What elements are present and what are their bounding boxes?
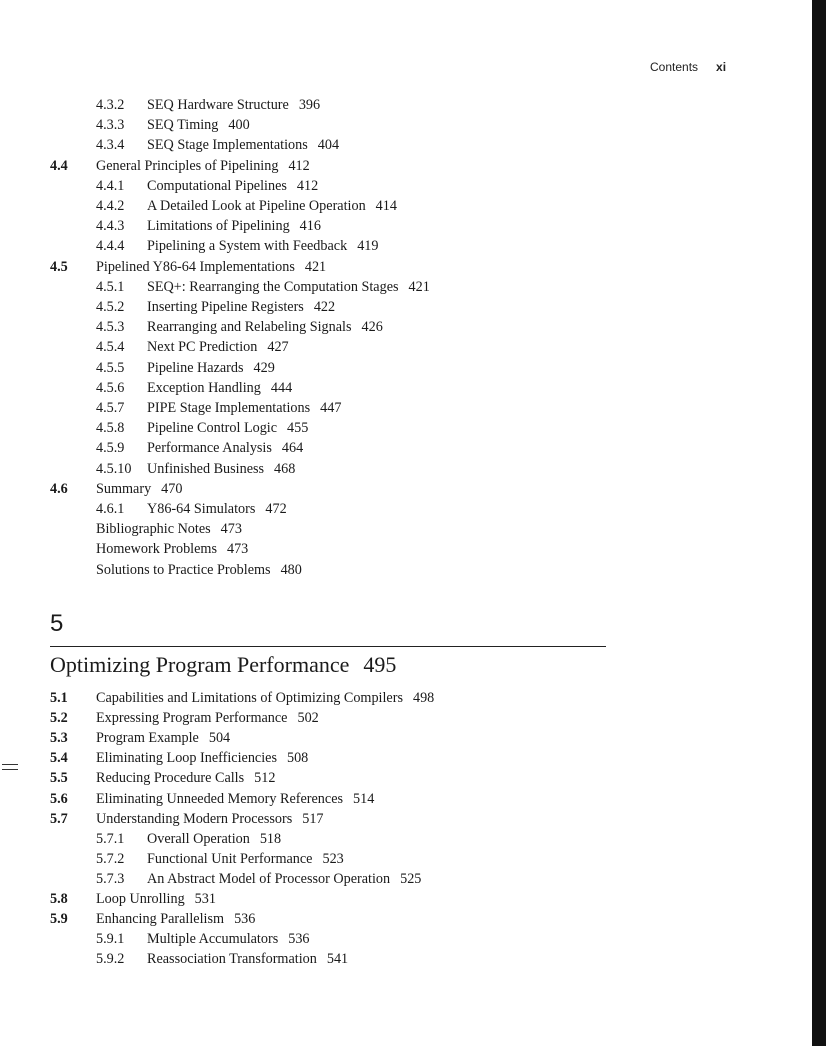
toc-entry-title-text: Pipelining a System with Feedback [147,238,348,255]
toc-entry-page: 512 [254,770,276,787]
toc-entry-title-text: Summary [96,480,152,497]
toc-entry-number: 4.6 [50,480,68,497]
toc-entry-page: 531 [194,891,216,907]
toc-entry-number: 4.5.2 [96,299,125,315]
toc-entry-title-text: Exception Handling [147,379,261,396]
toc-entry-page: 514 [353,790,375,807]
toc-entry-number: 5.9.2 [96,951,125,968]
toc-entry-title-text: Reducing Procedure Calls [96,770,245,787]
toc-entry-title-text: PIPE Stage Implementations [147,400,311,416]
toc-entry-page: 541 [326,951,349,968]
toc-entry-page: 447 [320,400,342,416]
toc-entry-title [147,930,310,948]
toc-entry-title-text: Y86-64 Simulators [147,501,256,517]
toc-entry-number: 4.3.4 [96,137,125,154]
toc-entry-title [96,258,326,276]
running-header [650,60,726,74]
margin-mark [2,764,18,770]
toc-entry-title [96,749,308,767]
toc-entry-title-text: Pipeline Hazards [147,359,244,376]
toc-entry-title [96,561,302,579]
toc-entry-title [96,540,248,558]
toc-entry-title [147,116,250,134]
toc-entry-page: 419 [357,238,379,255]
toc-entry-title-text: Capabilities and Limitations of Optimizing Compilers [96,690,403,706]
toc-entry-title-text: General Principles of Pipelining [96,157,279,174]
toc-entry-title [96,689,434,707]
toc-entry-number: 5.2 [50,710,68,727]
toc-entry-number: 4.5.7 [96,400,125,416]
toc-entry-title [147,278,430,296]
toc-entry-number: 5.7.2 [96,850,125,867]
toc-entry-number: 5.7.1 [96,830,125,847]
toc-entry-page: 396 [298,97,321,113]
toc-entry-page: 416 [299,218,321,235]
toc-entry-title [147,96,320,114]
toc-entry-title [147,177,318,195]
toc-entry-title [147,830,281,848]
toc-entry-page: 508 [286,750,309,767]
toc-entry-number: 5.4 [50,750,68,767]
toc-entry-page: 455 [287,420,309,437]
toc-entry-title [96,729,230,747]
toc-entry-page: 412 [288,157,310,174]
toc-entry-number: 5.9 [50,911,68,928]
toc-entry-page: 472 [265,501,287,517]
toc-entry-number: 5.7.3 [96,870,125,887]
toc-entry-number: 5.8 [50,891,68,907]
chapter-heading[interactable] [50,651,396,679]
toc-entry-page: 536 [288,931,310,948]
toc-entry-title-text: Program Example [96,730,199,747]
toc-entry-page: 421 [408,278,430,295]
toc-entry-page: 464 [281,440,304,457]
toc-entry-title [147,237,378,255]
toc-entry-title-text: Multiple Accumulators [147,931,279,948]
scan-edge-bar [812,0,826,1046]
toc-entry-title-text: Unfinished Business [147,460,265,477]
toc-entry-title-text: SEQ Hardware Structure [147,97,289,113]
toc-entry-page: 480 [280,561,302,578]
toc-entry-title [96,790,374,808]
toc-entry-number: 5.7 [50,810,68,827]
toc-entry-number: 4.5.9 [96,440,125,457]
toc-entry-title-text: Computational Pipelines [147,177,287,194]
toc-entry-number: 4.5.4 [96,339,125,356]
toc-entry-title [96,910,255,928]
toc-entry-number: 5.3 [50,730,68,747]
toc-entry-number: 4.5.8 [96,420,125,437]
toc-entry-title-text: SEQ Stage Implementations [147,137,308,154]
toc-entry-page: 444 [270,379,293,396]
toc-entry-page: 468 [274,460,296,477]
toc-entry-title [96,890,216,908]
toc-entry-page: 498 [412,690,435,706]
toc-entry-title-text: SEQ Timing [147,117,219,134]
toc-entry-title-text: Solutions to Practice Problems [96,561,271,578]
toc-entry-number: 4.6.1 [96,501,125,517]
toc-entry-title-text: Bibliographic Notes [96,521,211,538]
toc-entry-title [147,950,348,968]
toc-entry-number: 4.5.10 [96,460,132,477]
toc-entry-page: 502 [297,710,319,727]
header-page-number: xi [716,60,727,74]
toc-entry-number: 4.3.2 [96,97,125,113]
toc-entry-title [147,460,295,478]
toc-entry-title-text: Overall Operation [147,830,250,847]
toc-entry-title [96,480,182,498]
toc-entry-page: 412 [296,177,319,194]
toc-entry-title-text: Eliminating Loop Inefficiencies [96,750,277,767]
toc-entry-title [147,318,383,336]
toc-entry-number: 5.6 [50,790,68,807]
toc-entry-page: 429 [253,359,275,376]
toc-entry-title [147,419,308,437]
toc-entry-title-text: Expressing Program Performance [96,710,288,727]
toc-entry-title-text: Reassociation Transformation [147,951,317,968]
toc-entry-number: 4.5 [50,258,68,275]
toc-entry-title [96,709,319,727]
toc-entry-page: 525 [400,870,422,887]
toc-entry-title [147,136,339,154]
toc-entry-page: 427 [267,339,289,356]
toc-entry-title-text: Eliminating Unneeded Memory References [96,790,344,807]
toc-entry-number: 4.3.3 [96,117,125,134]
toc-entry-title [96,157,310,175]
toc-entry-page: 504 [208,730,231,747]
toc-entry-page: 473 [226,541,249,558]
toc-entry-title-text: Homework Problems [96,541,217,558]
toc-entry-number: 4.5.1 [96,278,125,295]
toc-entry-number: 5.5 [50,770,68,787]
toc-entry-title [147,870,421,888]
toc-entry-title [96,810,324,828]
toc-entry-title-text: Performance Analysis [147,440,272,457]
toc-entry-title [147,217,321,235]
chapter-page: 495 [363,652,397,677]
toc-entry-title [147,439,303,457]
toc-entry-title [147,850,344,868]
toc-entry-title [147,399,341,417]
toc-entry-title-text: Loop Unrolling [96,891,185,907]
toc-entry-title-text: A Detailed Look at Pipeline Operation [147,198,366,214]
toc-entry-title-text: Rearranging and Relabeling Signals [147,319,352,336]
toc-entry-title [147,197,397,215]
toc-entry-page: 421 [304,258,327,275]
toc-entry-title-text: SEQ+: Rearranging the Computation Stages [147,278,399,295]
toc-entry-title-text: Enhancing Parallelism [96,911,225,928]
toc-entry-number: 4.5.6 [96,379,125,396]
toc-entry-page: 470 [161,480,183,497]
toc-entry-title-text: Pipeline Control Logic [147,420,278,437]
toc-entry-page: 422 [313,299,336,315]
toc-entry-number: 5.1 [50,690,68,706]
toc-entry-title [96,769,275,787]
toc-entry-title-text: Limitations of Pipelining [147,218,290,235]
toc-entry-page: 426 [361,319,383,336]
toc-entry-title [147,359,275,377]
toc-entry-page: 523 [322,850,344,867]
chapter-number: 5 [50,610,64,637]
chapter-title: Optimizing Program Performance [50,652,350,677]
toc-entry-title [147,338,289,356]
toc-entry-title [96,520,242,538]
toc-entry-number: 4.4.4 [96,238,125,255]
toc-entry-page: 517 [302,810,324,827]
toc-entry-title-text: An Abstract Model of Processor Operation [147,870,391,887]
toc-entry-number: 4.4.2 [96,198,125,214]
toc-entry-title-text: Pipelined Y86-64 Implementations [96,258,295,275]
toc-entry-page: 473 [220,521,242,538]
chapter-rule [50,646,606,647]
toc-entry-number: 5.9.1 [96,931,125,948]
toc-entry-title [147,500,287,518]
toc-entry-title [147,379,292,397]
toc-entry-number: 4.5.3 [96,319,125,336]
toc-entry-title [147,298,335,316]
toc-entry-page: 404 [317,137,340,154]
toc-entry-title-text: Understanding Modern Processors [96,810,293,827]
toc-entry-page: 536 [234,911,256,928]
toc-entry-number: 4.4.1 [96,177,125,194]
toc-entry-page: 414 [375,198,397,214]
toc-entry-page: 400 [228,117,250,134]
toc-entry-title-text: Next PC Prediction [147,339,258,356]
toc-entry-title-text: Inserting Pipeline Registers [147,299,304,315]
toc-entry-number: 4.4 [50,157,68,174]
toc-entry-number: 4.4.3 [96,218,125,235]
toc-entry-number: 4.5.5 [96,359,125,376]
header-label: Contents [650,60,699,74]
toc-entry-page: 518 [259,830,282,847]
toc-entry-title-text: Functional Unit Performance [147,850,313,867]
